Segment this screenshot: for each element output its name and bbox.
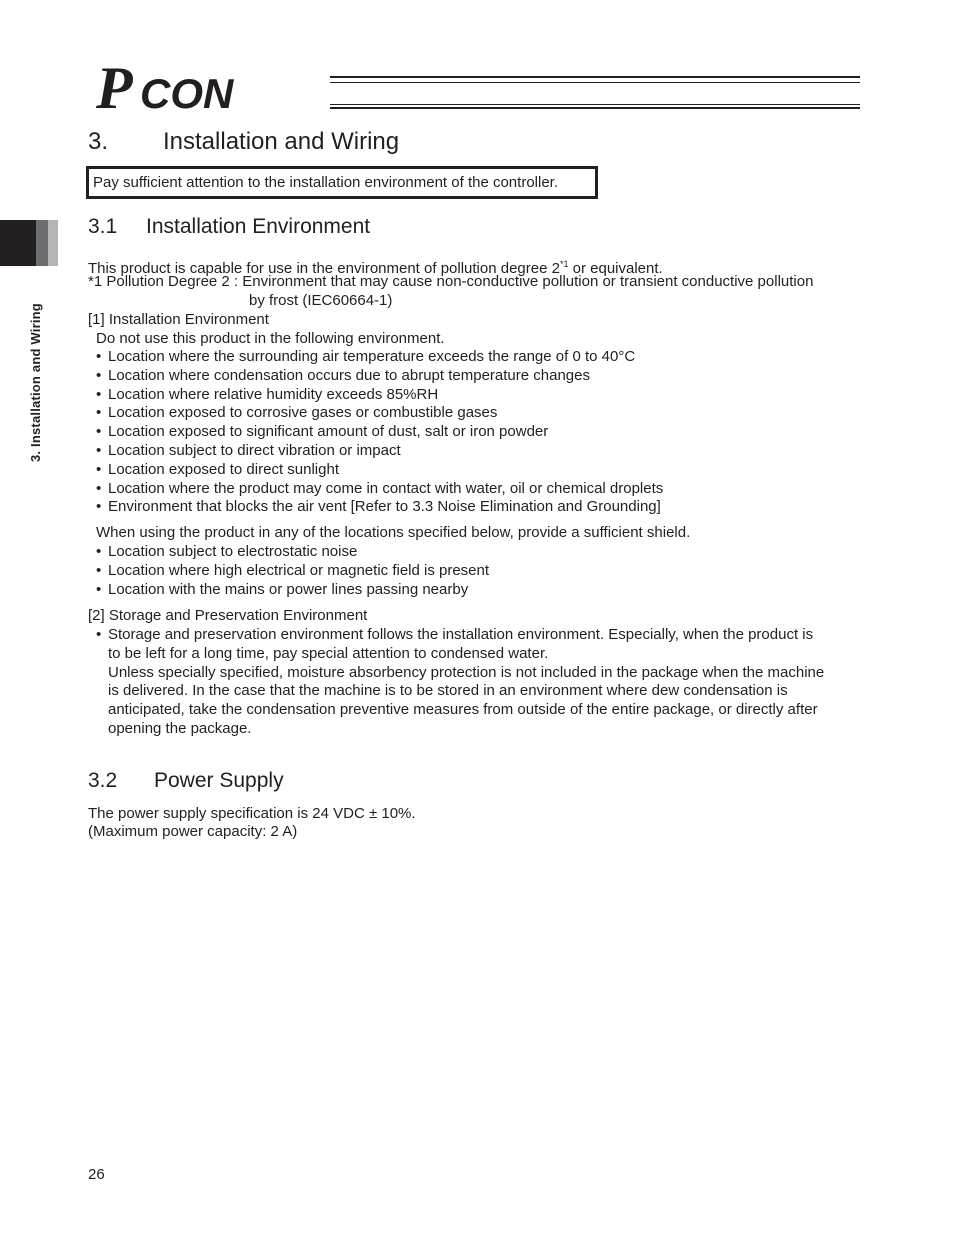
avoid-list-bullet: • (96, 366, 102, 384)
avoid-list-item: Location exposed to direct sunlight (108, 460, 339, 478)
section-3-1-title: Installation Environment (146, 215, 371, 238)
side-tab-light (48, 220, 58, 266)
chapter-callout-text: Pay sufficient attention to the installation environment of the controller. (93, 174, 558, 191)
sub1-intro: Do not use this product in the following environment. (96, 330, 445, 347)
shield-list-item: Location with the mains or power lines passing nearby (108, 581, 469, 598)
footnote-line-2: by frost (IEC60664-1) (249, 292, 393, 309)
side-tab-mid (36, 220, 48, 266)
shield-list-item: Location where high electrical or magnetic field is present (108, 562, 490, 579)
avoid-list-item: Location where the product may come in contact with water, oil or chemical droplets (108, 479, 664, 497)
section-3-1-number: 3.1 (88, 215, 118, 238)
header-rule-top (330, 76, 860, 78)
avoid-list-bullet: • (96, 348, 102, 365)
sub2-title: [2] Storage and Preservation Environment (88, 607, 368, 624)
pcon-logo (96, 58, 336, 114)
avoid-list-item: Environment that blocks the air vent [Refer to 3.3 Noise Elimination and Grounding] (108, 498, 661, 516)
header-rule-thin-1 (330, 82, 860, 83)
shield-list-bullet: • (96, 543, 102, 560)
storage-bullet: • (96, 626, 102, 643)
intro-text-end: or equivalent. (568, 260, 663, 277)
section-3-2-number: 3.2 (88, 769, 118, 792)
footnote-line-1: *1 Pollution Degree 2 : Environment that may cause non-conductive pollution or transient conductive pollution (88, 273, 814, 290)
storage-line: is delivered. In the case that the machine is to be stored in an environment where dew condensation is (108, 682, 788, 700)
logo-p: P (96, 58, 133, 114)
intro-superscript: *1 (559, 259, 569, 269)
avoid-list-bullet: • (96, 498, 102, 516)
avoid-list-item: Location subject to direct vibration or impact (108, 442, 401, 459)
avoid-list-item: Location exposed to significant amount of dust, salt or iron powder (108, 423, 549, 441)
pcon-logo-graphic (96, 58, 336, 114)
avoid-list-bullet: • (96, 460, 102, 478)
storage-line: opening the package. (108, 720, 252, 737)
storage-line: to be left for a long time, pay special attention to condensed water. (108, 644, 549, 662)
intro-text: This product is capable for use in the environment of pollution degree 2 (88, 260, 560, 277)
avoid-list-item: Location where relative humidity exceeds 85%RH (108, 385, 439, 403)
avoid-list-bullet: • (96, 404, 102, 422)
avoid-list-bullet: • (96, 423, 102, 441)
shield-intro: When using the product in any of the locations specified below, provide a sufficient shield. (96, 524, 691, 541)
chapter-title: Installation and Wiring (163, 128, 400, 155)
avoid-list-bullet: • (96, 479, 102, 497)
chapter-callout-box (86, 166, 598, 199)
shield-list-item: Location subject to electrostatic noise (108, 543, 358, 560)
header-rule-thin-2 (330, 104, 860, 105)
header-rule-bottom (330, 107, 860, 109)
logo-con: CON (140, 70, 234, 114)
section-3-2-title: Power Supply (154, 769, 284, 792)
side-tab-dark (0, 220, 36, 266)
avoid-list-item: Location exposed to corrosive gases or combustible gases (108, 404, 498, 422)
avoid-list-bullet: • (96, 385, 102, 403)
chapter-number: 3. (88, 128, 109, 155)
power-spec-line: The power supply specification is 24 VDC ± 10%. (88, 805, 416, 822)
shield-list-bullet: • (96, 562, 102, 579)
power-capacity-line: (Maximum power capacity: 2 A) (88, 823, 298, 840)
storage-line: Storage and preservation environment follows the installation environment. Especially, when the product is (108, 626, 814, 643)
storage-line: anticipated, take the condensation preventive measures from outside of the entire package, or directly after (108, 701, 818, 719)
avoid-list-item: Location where condensation occurs due to abrupt temperature changes (108, 366, 590, 384)
avoid-list-bullet: • (96, 442, 102, 459)
sub1-title: [1] Installation Environment (88, 311, 269, 328)
storage-line: Unless specially specified, moisture absorbency protection is not included in the package when the machine (108, 663, 825, 681)
side-tab-label: 3. Installation and Wiring (28, 303, 43, 462)
shield-list-bullet: • (96, 581, 102, 598)
avoid-list-item: Location where the surrounding air temperature exceeds the range of 0 to 40°C (108, 348, 636, 365)
page-number: 26 (88, 1166, 105, 1183)
